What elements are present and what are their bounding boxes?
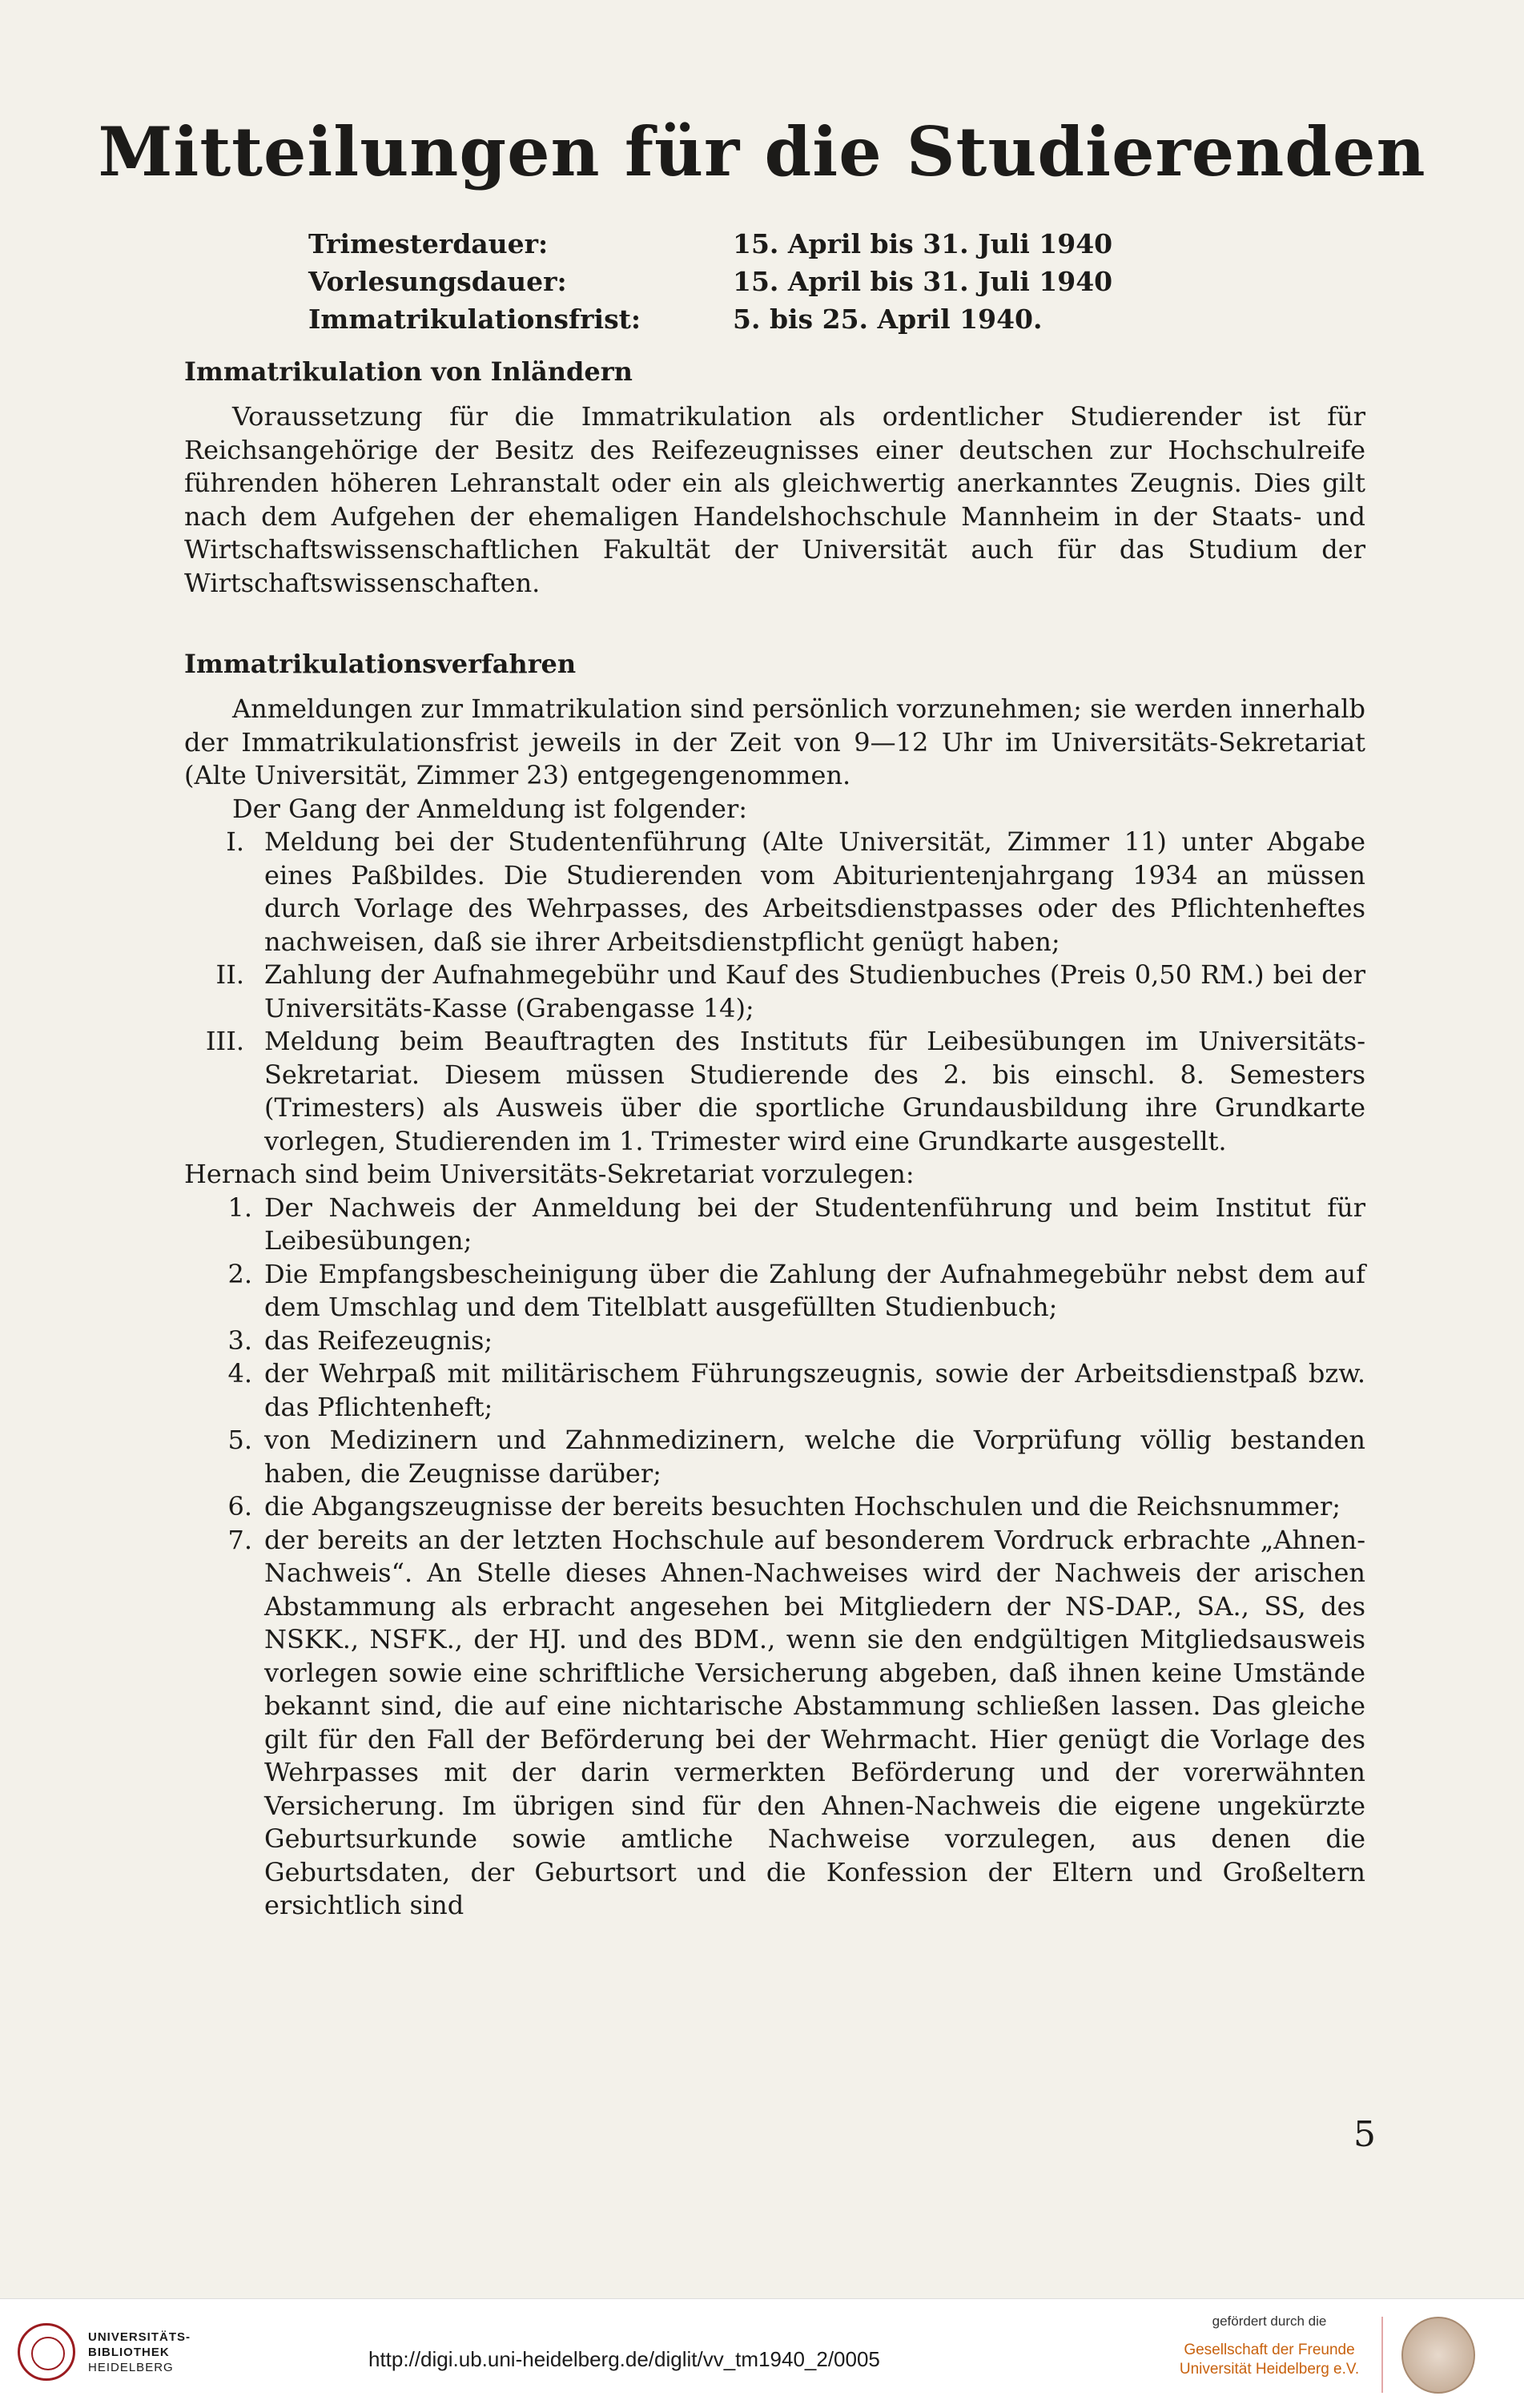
society-seal-icon [1401, 2317, 1475, 2394]
item-number: II. [215, 959, 244, 990]
funder-name[interactable] [1161, 2341, 1377, 2379]
item-number: 5. [227, 1425, 252, 1455]
section-heading-inlaender: Immatrikulation von Inländern [184, 356, 633, 387]
dates-table [308, 228, 1269, 341]
section-body-inlaender [184, 400, 1365, 600]
paragraph: Anmeldungen zur Immatrikulation sind persönlich vorzunehmen; sie werden innerhalb der Immatrikulationsfrist jeweils in der Zeit von 9—12 Uhr im Universitäts-Sekretariat (Alte Universität, Zimmer 23) entgegengenommen. [184, 693, 1365, 790]
date-row [308, 304, 1269, 341]
item-number: 1. [227, 1192, 252, 1223]
paragraph: Voraussetzung für die Immatrikulation als ordentlicher Studierender ist für Reichsangehörige der Besitz des Reifezeugnisses einer deutschen zur Hochschulreife führenden höheren Lehranstalt oder ein als gleichwertig anerkanntes Zeugnis. Dies gilt nach dem Aufgehen der ehemaligen Handelshochschule Mannheim in der Staats- und Wirtschaftswissenschaftlichen Fakultät der Universität auch für das Studium der Wirtschaftswissenschaften. [184, 401, 1365, 598]
page-title: Mitteilungen für die Studierenden [98, 112, 1426, 191]
paragraph: Der Gang der Anmeldung ist folgender: [232, 793, 748, 824]
section-body-verfahren [184, 693, 1365, 1923]
item-text: Meldung bei der Studentenführung (Alte Universität, Zimmer 11) unter Abgabe eines Paßbildes. Die Studierenden vom Abiturientenjahrgang 1934 an müssen durch Vorlage des Wehrpasses, des Arbeitsdienstpasses oder des Pflichtenheftes nachweisen, daß sie ihrer Arbeitsdienstpflicht genügt haben; [264, 826, 1365, 957]
date-value: 15. April bis 31. Juli 1940 [733, 266, 1113, 297]
list-item [184, 1357, 1365, 1424]
item-text: Meldung beim Beauftragten des Instituts für Leibesübungen im Universitäts-Sekretariat. Diesem müssen Studierende des 2. bis einschl. 8. Semesters (Trimesters) als Ausweis über die sportliche Grundausbildung ihre Grundkarte vorlegen, Studierenden im 1. Trimester wird eine Grundkarte ausgestellt. [264, 1026, 1365, 1156]
date-label: Trimesterdauer: [308, 228, 549, 259]
date-row [308, 228, 1269, 266]
footer-bar [0, 2298, 1524, 2408]
university-seal-icon [18, 2323, 75, 2381]
item-text: Der Nachweis der Anmeldung bei der Studentenführung und beim Institut für Leibesübungen; [264, 1192, 1365, 1256]
item-number: 2. [227, 1258, 252, 1289]
item-number: I. [226, 826, 244, 857]
section-heading-verfahren: Immatrikulationsverfahren [184, 649, 577, 679]
item-number: 3. [227, 1325, 252, 1356]
funder-name-line: Universität Heidelberg e.V. [1179, 2361, 1360, 2378]
library-name-line: BIBLIOTHEK [88, 2345, 170, 2359]
item-number: 7. [227, 1524, 252, 1555]
funder-note [1161, 2314, 1377, 2379]
date-row [308, 266, 1269, 304]
date-value: 5. bis 25. April 1940. [733, 304, 1043, 335]
item-text: Die Empfangsbescheinigung über die Zahlung der Aufnahmegebühr nebst dem auf dem Umschlag und dem Titelblatt ausgefüllten Studienbuch; [264, 1258, 1365, 1322]
source-url-link[interactable]: http://digi.ub.uni-heidelberg.de/diglit/vv_tm1940_2/0005 [368, 2347, 880, 2371]
item-number: III. [205, 1026, 244, 1056]
funded-by-label: gefördert durch die [1212, 2314, 1327, 2329]
item-number: 6. [227, 1491, 252, 1522]
library-logo[interactable] [18, 2323, 191, 2381]
paragraph: Hernach sind beim Universitäts-Sekretariat vorzulegen: [184, 1159, 915, 1189]
date-label: Immatrikulationsfrist: [308, 304, 641, 335]
library-name-line: HEIDELBERG [88, 2360, 174, 2374]
library-name-line: UNIVERSITÄTS- [88, 2330, 191, 2344]
date-value: 15. April bis 31. Juli 1940 [733, 228, 1113, 259]
page-number: 5 [1353, 2114, 1376, 2155]
list-item [184, 1424, 1365, 1490]
list-item [184, 1524, 1365, 1923]
item-text: der Wehrpaß mit militärischem Führungszeugnis, sowie der Arbeitsdienstpaß bzw. das Pflichtenheft; [264, 1358, 1365, 1422]
date-label: Vorlesungsdauer: [308, 266, 567, 297]
list-item [184, 1325, 1365, 1358]
list-item [184, 826, 1365, 959]
list-item [184, 1258, 1365, 1325]
item-text: die Abgangszeugnisse der bereits besuchten Hochschulen und die Reichsnummer; [264, 1491, 1341, 1522]
list-item [184, 959, 1365, 1025]
footer-divider [1381, 2317, 1383, 2393]
list-item [184, 1025, 1365, 1158]
library-name [88, 2330, 191, 2375]
item-text: Zahlung der Aufnahmegebühr und Kauf des Studienbuches (Preis 0,50 RM.) bei der Universitäts-Kasse (Grabengasse 14); [264, 959, 1365, 1023]
list-item [184, 1192, 1365, 1258]
item-text: das Reifezeugnis; [264, 1325, 493, 1356]
funder-name-line: Gesellschaft der Freunde [1184, 2342, 1355, 2358]
item-text: der bereits an der letzten Hochschule auf besonderem Vordruck erbrachte „Ahnen-Nachweis“. An Stelle dieses Ahnen-Nachweises wird der Nachweis der arischen Abstammung als erbracht angesehen bei Mitgliedern der NS-DAP., SA., SS, des NSKK., NSFK., der HJ. und des BDM., wenn sie den endgültigen Mitgliedsausweis vorlegen sowie eine schriftliche Versicherung abgeben, daß ihnen keine Umstände bekannt sind, die auf eine nichtarische Abstammung schließen lassen. Das gleiche gilt für den Fall der Beförderung bei der Wehrmacht. Hier genügt die Vorlage des Wehrpasses mit der darin vermerkten Beförderung und der vorerwähnten Versicherung. Im übrigen sind für den Ahnen-Nachweis die eigene ungekürzte Geburtsurkunde sowie amtliche Nachweise vorzulegen, aus denen die Geburtsdaten, der Geburtsort und die Konfession der Eltern und Großeltern ersichtlich sind [264, 1524, 1365, 1920]
item-text: von Medizinern und Zahnmedizinern, welche die Vorprüfung völlig bestanden haben, die Zeugnisse darüber; [264, 1425, 1365, 1489]
item-number: 4. [227, 1358, 252, 1389]
list-item [184, 1490, 1365, 1524]
